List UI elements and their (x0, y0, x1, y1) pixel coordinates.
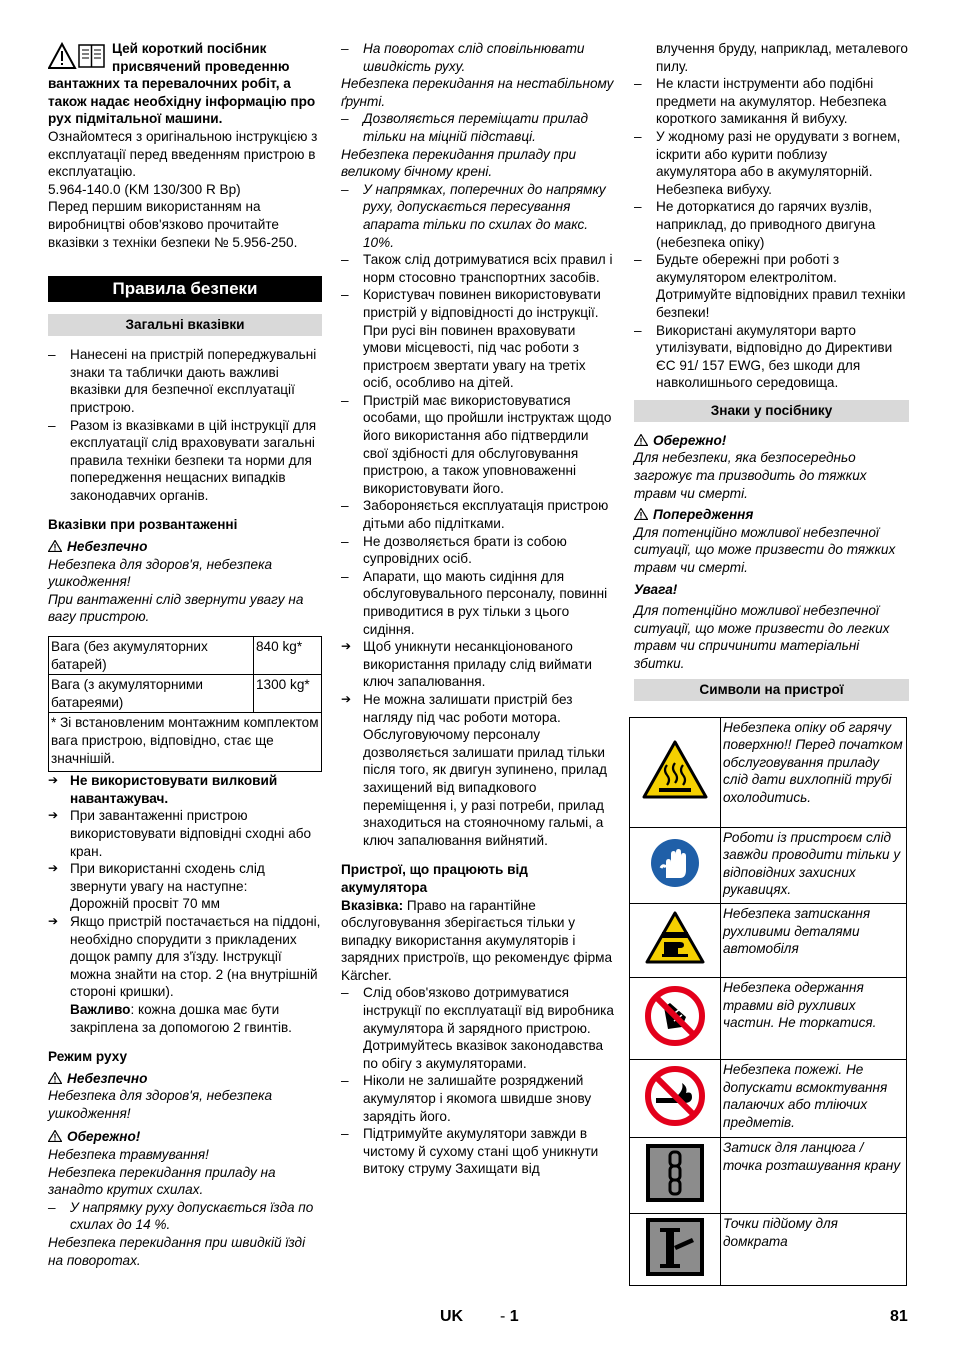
table-cell: 1300 kg* (254, 675, 322, 713)
note-text: Право на гарантійне обслуговування зберігається тільки у випадку використання акумуляторів і зарядних пристроїв, що рекомендує фірма Kärcher. (341, 897, 613, 983)
list-item-continued: влучення бруду, наприклад, металевого пилу. (656, 41, 908, 74)
warning-icon (48, 540, 62, 552)
warning-label-text: Попередження (653, 507, 754, 523)
table-cell: Вага (без акумуляторних батарей) (49, 637, 254, 675)
list-item: – Ніколи не залишайте розряджений акумулятор і якомога швидше знову зарядіть його. (341, 1072, 615, 1125)
table-row (49, 637, 322, 675)
turn-danger-text: Небезпека перекидання при швидкій їзді на поворотах. (48, 1235, 306, 1268)
hot-surface-icon (630, 717, 721, 827)
danger-text: Небезпека для здоров'я, небезпека ушкодження! (48, 556, 273, 590)
unloading-note: При вантаженні слід звернути увагу на вагу пристрою. (48, 591, 304, 625)
symbol-description: Затиск для ланцюга / точка розташування крану (721, 1137, 907, 1213)
warranty-note (341, 897, 615, 985)
list-item: – На поворотах слід сповільнювати швидкість руху. (341, 40, 615, 75)
column-1 (48, 40, 322, 1269)
table-row (630, 717, 907, 827)
list-item: – Також слід дотримуватися всіх правил і норм стосовно транспортних засобів. (341, 251, 615, 286)
manual-signs-title: Знаки у посібнику (634, 400, 909, 422)
table-cell: Вага (з акумуляторними батареями) (49, 675, 254, 713)
warning-icon (634, 508, 648, 520)
list-item: – Слід обов'язково дотримуватися інструкції по експлуатації від виробника акумулятора й зарядного пристрою. Дотримуйтесь вказівок законодавства по обігу з акумуляторами. (341, 984, 615, 1072)
list-item: – Нанесені на пристрій попереджувальні знаки та таблички дають важливі вказівки для безпечної експлуатації пристрою. (48, 346, 322, 416)
symbol-description: Точки підйому для домкрата (721, 1213, 907, 1285)
list-item: – Підтримуйте акумулятори завжди в чистому й сухому стані щоб уникнути витоку струму Захищати від (341, 1125, 615, 1178)
gloves-icon (630, 827, 721, 903)
symbol-description: Небезпека одержання травми від рухливих частин. Не торкатися. (721, 977, 907, 1059)
local-page-number: 1 (509, 1308, 519, 1325)
ground-clearance: Дорожній просвіт 70 мм (70, 896, 220, 912)
list-item: – Разом із вказівками в цій інструкції для експлуатації слід враховувати загальні правила техніки безпеки та норми для попередження нещасних випадків законодавчих органів. (48, 417, 322, 505)
table-footnote: * Зі встановленим монтажним комплектом вага пристрою, відповідно, стає ще значнішій. (49, 713, 322, 772)
caution-label (48, 1128, 322, 1146)
important-text: : кожна дошка має бути закріплена за допомогою 2 гвинтів. (70, 1001, 292, 1035)
caution-line: Небезпека травмування! (48, 1147, 209, 1163)
warning-icon (48, 1072, 62, 1084)
list-item: – У напрямку руху допускається їзда по схилах до 14 %. (48, 1199, 322, 1234)
symbol-description: Небезпека пожежі. Не допускати всмоктування палаючих або тліючих предметів. (721, 1059, 907, 1137)
list-item: – Дозволяється переміщати прилад тільки на міцній підставці. (341, 110, 615, 145)
careful-label (634, 432, 909, 450)
general-instructions-title: Загальні вказівки (48, 314, 322, 336)
table-cell: 840 kg* (254, 637, 322, 675)
no-smoking-fire-icon (630, 1059, 721, 1137)
list-item: – Апарати, що мають сидіння для обслуговувального персоналу, повинні приводитися в рух тільки з цього сидіння. (341, 568, 615, 638)
list-item: – Будьте обережні при роботі з акумулятором електролітом. Дотримуйте відповідних правил техніки безпеки! (634, 251, 909, 321)
danger-label (48, 1070, 322, 1088)
arrow-item: ➔ При використанні сходень слід звернути увагу на наступне: (48, 860, 322, 895)
caution-line: Небезпека перекидання приладу на занадто крутих схилах. (48, 1164, 276, 1198)
intro-safety-note: Перед першим використанням на виробництві обов'язково прочитайте вказівки з техніки безпеки № 5.956-250. (48, 199, 298, 250)
jack-icon (630, 1213, 721, 1285)
table-row (49, 675, 322, 713)
danger-text: Небезпека для здоров'я, небезпека ушкодження! (48, 1088, 273, 1121)
unstable-ground-text: Небезпека перекидання на нестабільному ґрунті. (341, 76, 614, 109)
arrow-item: ➔ При завантаженні пристрою використовувати відповідні сходні або кран. (48, 807, 322, 860)
column-3 (634, 40, 909, 1286)
table-row (630, 977, 907, 1059)
intro-header (48, 40, 322, 128)
symbols-table (629, 717, 907, 1286)
tilt-danger-text: Небезпека перекидання приладу при великому бічному крені. (341, 146, 577, 180)
symbol-description: Роботи із пристроєм слід завжди проводити тільки у відповідних захисних рукавицях. (721, 827, 907, 903)
table-row (630, 1213, 907, 1285)
list-item: – Не доторкатися до гарячих вузлів, наприклад, до приводного двигуна (небезпека опіку) (634, 198, 909, 251)
list-item: – У жодному разі не орудувати з вогнем, іскрити або курити поблизу акумулятора або в акумуляторній. Небезпека вибуху. (634, 128, 909, 198)
crush-hand-icon (630, 903, 721, 977)
table-row (630, 1059, 907, 1137)
page-footer (0, 1308, 954, 1328)
forklift-warning: ➔ Не використовувати вилковий навантажувач. (48, 772, 322, 807)
attention-text: Для потенційно можливої небезпечної ситуації, що може призвести до легких травм чи спричинити матеріальні збитки. (634, 603, 890, 671)
careful-label-text: Обережно! (653, 432, 727, 448)
weight-table (48, 636, 322, 772)
note-label: Вказівка: (341, 897, 404, 913)
device-symbols-title: Символи на пристрої (634, 679, 909, 701)
arrow-item: ➔ Не можна залишати пристрій без нагляду під час роботи мотора. Обслуговуючому персоналу дозволяється залишати прилад тільки після того, як двигун зупинено, прилад захищений від випадкового переміщення і, у разі потреби, прилад знаходиться на стояночному гальмі, а ключ запалювання вийнятий. (341, 691, 615, 849)
page-number: 81 (890, 1308, 908, 1325)
local-page (500, 1308, 519, 1326)
list-item: – Не класти інструменти або подібні предмети на акумулятор. Небезпека короткого замикання й вибуху. (634, 75, 909, 128)
intro-title: Цей короткий посібник присвячений проведенню вантажних та перевалочних робіт, а також надає необхідну інформацію про рух підмітальної машини. (48, 41, 316, 127)
safety-section-title: Правила безпеки (48, 276, 322, 302)
list-item: – Забороняється експлуатація пристрою дітьми або підлітками. (341, 497, 615, 532)
warning-text: Для потенційно можливої небезпечної ситуації, що може призвести до тяжких травм чи смерті. (634, 524, 896, 576)
danger-label-text: Небезпечно (67, 1070, 148, 1086)
careful-text: Для небезпеки, яка безпосередньо загрожує та призводить до тяжких травм чи смерті. (634, 450, 867, 501)
intro-paragraph: Ознайомтеся з оригінальною інструкцією з експлуатації перед введенням пристрою в експлуатацію. (48, 128, 318, 180)
warning-icon (48, 1130, 62, 1142)
danger-label (48, 538, 322, 556)
symbol-description: Небезпека затискання рухливими деталями автомобіля (721, 903, 907, 977)
arrow-item: ➔ Щоб уникнути несанкціонованого використання приладу слід виймати ключ запалювання. (341, 638, 615, 691)
important-note (48, 1001, 322, 1036)
battery-devices-heading: Пристрої, що працюють від акумулятора (341, 862, 528, 895)
list-item: – Використані акумулятори варто утилізувати, відповідно до Директиви ЄС 91/ 157 EWG, без шкоди для навколишнього середовища. (634, 322, 909, 392)
pallet-instruction: ➔ Якщо пристрій постачається на піддоні, необхідно спорудити з прикладених дощок рампу для з'їзду. Інструкції можна знайти на стор. 2 (на внутрішній стороні кришки). (48, 913, 322, 1001)
symbol-description: Небезпека опіку об гарячу поверхню!! Перед початком обслуговування приладу слід дати вихлопній трубі охолодитись. (721, 717, 907, 827)
chain-icon (630, 1137, 721, 1213)
warning-icon (634, 434, 648, 446)
attention-label: Увага! (634, 581, 678, 597)
local-page-prefix: - (500, 1308, 510, 1325)
important-label: Важливо (70, 1001, 131, 1017)
table-row (630, 827, 907, 903)
list-item: – У напрямках, поперечних до напрямку руху, допускається пересування апарата тільки по схилах до макс. 10%. (341, 181, 615, 251)
danger-label-text: Небезпечно (67, 539, 148, 555)
language-code: UK (440, 1308, 464, 1325)
no-touch-icon (630, 977, 721, 1059)
warning-label (634, 506, 909, 524)
caution-label-text: Обережно! (67, 1129, 141, 1145)
table-row (630, 903, 907, 977)
warning-book-icon (48, 42, 106, 75)
list-item: – Не дозволяється брати із собою супровідних осіб. (341, 533, 615, 568)
column-2 (341, 40, 615, 1178)
model-number: 5.964-140.0 (KM 130/300 R Bp) (48, 181, 241, 197)
unloading-heading: Вказівки при розвантаженні (48, 517, 238, 533)
table-row (630, 1137, 907, 1213)
table-row (49, 713, 322, 772)
list-item: – Користувач повинен використовувати пристрій у відповідності до інструкції. При русі він повинен враховувати умови місцевості, під час роботи з пристроєм звертати увагу на третіх осіб, особливо на дітей. (341, 286, 615, 392)
drive-mode-heading: Режим руху (48, 1049, 128, 1065)
list-item: – Пристрій має використовуватися особами, що пройшли інструктаж щодо його використання або підтвердили свої здібності для обслуговування пристрою, а також уповноваженні використовувати його. (341, 392, 615, 498)
